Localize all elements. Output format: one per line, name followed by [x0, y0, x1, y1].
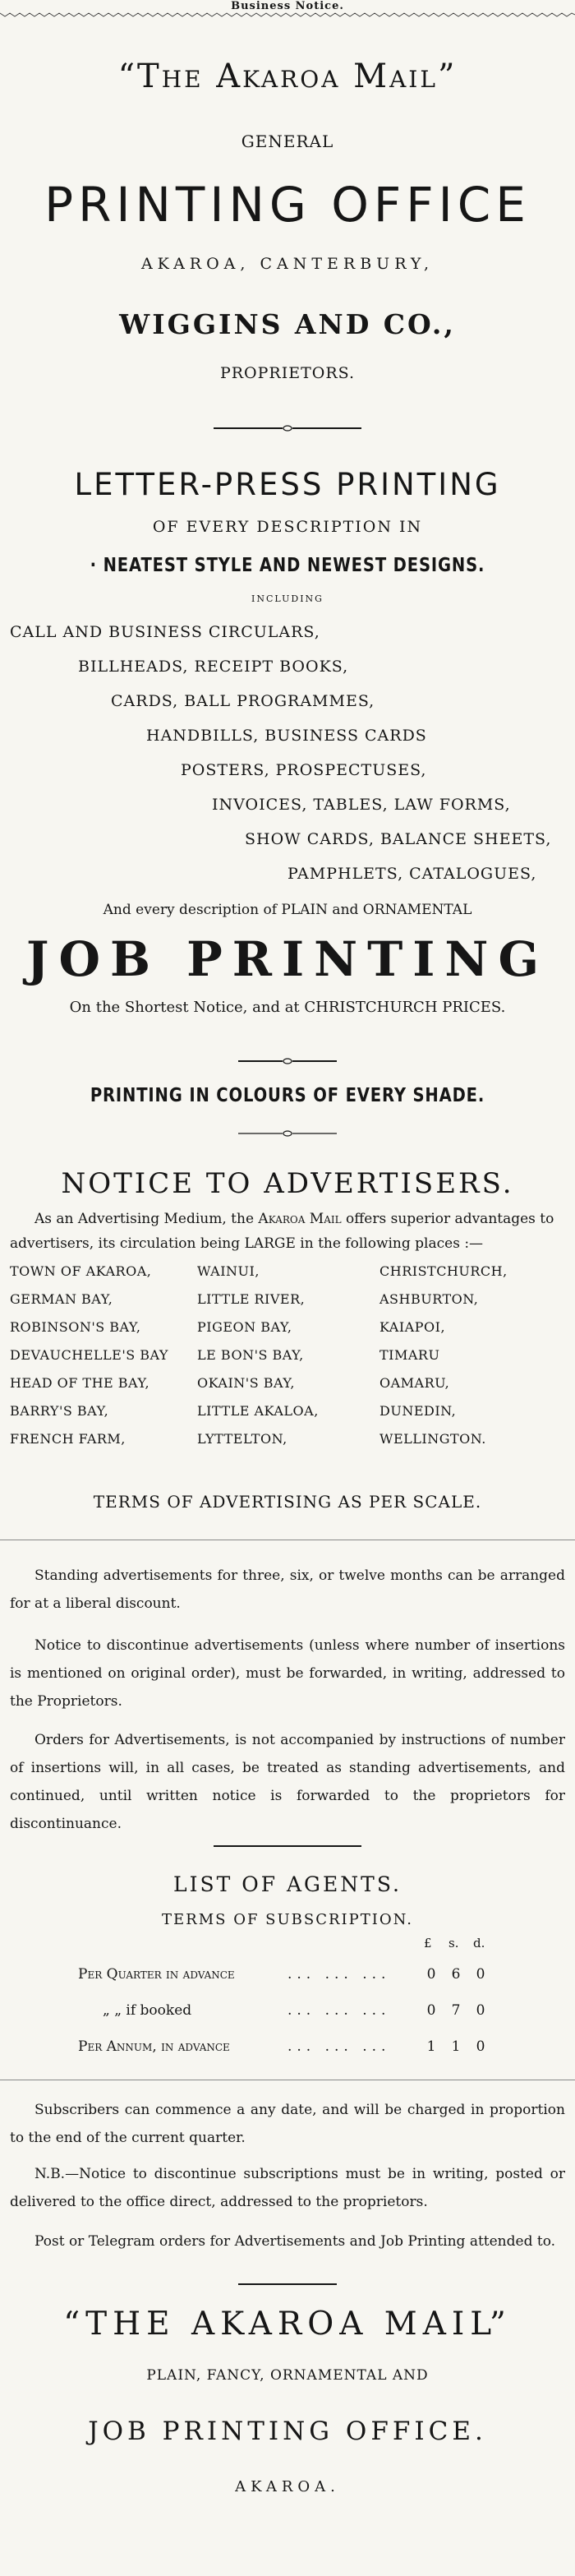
- including-label: INCLUDING: [251, 593, 324, 604]
- job-item: PAMPHLETS, CATALOGUES,: [288, 865, 537, 883]
- proprietors-label: PROPRIETORS.: [219, 364, 356, 382]
- currency-header-shillings: s.: [448, 1936, 459, 1950]
- subscription-label: Per Annum, in advance: [78, 2038, 230, 2055]
- location-line: AKAROA, CANTERBURY,: [140, 255, 435, 273]
- place-item: TOWN OF AKAROA,: [10, 1263, 152, 1279]
- price-pence: 0: [476, 2002, 485, 2019]
- standing-ads-paragraph: Standing advertisements for three, six, or twelve months can be arranged for at a liberal discount.: [10, 1567, 565, 1612]
- place-item: DUNEDIN,: [380, 1403, 457, 1419]
- price-pounds: 0: [426, 2002, 436, 2019]
- leader-dots: ... ... ...: [288, 2002, 391, 2019]
- place-item: WAINUI,: [197, 1263, 260, 1279]
- discontinue-ads-paragraph: Notice to discontinue advertisements (unless where number of insertions is mentioned on original order), must be forwarded, in writing, addressed to the Proprietors.: [10, 1637, 565, 1710]
- intro-paper-name: Akaroa Mail: [258, 1211, 342, 1227]
- job-item: SHOW CARDS, BALANCE SHEETS,: [245, 830, 552, 848]
- list-of-agents-heading: LIST OF AGENTS.: [172, 1872, 402, 1896]
- place-item: BARRY'S BAY,: [10, 1403, 109, 1419]
- place-item: FRENCH FARM,: [10, 1431, 126, 1447]
- place-item: OKAIN'S BAY,: [197, 1375, 295, 1391]
- footer-job-office: JOB PRINTING OFFICE.: [88, 2417, 487, 2446]
- general-label: GENERAL: [241, 132, 334, 151]
- place-item: CHRISTCHURCH,: [380, 1263, 508, 1279]
- place-item: TIMARU: [380, 1347, 440, 1363]
- intro-text-b: offers superior advantages to advertisers, its circulation being LARGE in the following places :—: [10, 1211, 554, 1252]
- place-item: LYTTELTON,: [197, 1431, 288, 1447]
- nb-paragraph: N.B.—Notice to discontinue subscriptions must be in writing, posted or delivered to the office direct, addressed to the proprietors.: [10, 2166, 565, 2210]
- price-pounds: 0: [426, 1966, 436, 1983]
- price-shillings: 1: [451, 2038, 461, 2055]
- price-shillings: 7: [451, 2002, 461, 2019]
- subscription-row: [78, 1966, 571, 1994]
- orders-paragraph: Orders for Advertisements, is not accompanied by instructions of number of insertions will, in all cases, be treated as standing advertisements, and continued, until written notice is forwarded to the proprietors for discontinuance.: [10, 1732, 565, 1832]
- footer-plain-line: PLAIN, FANCY, ORNAMENTAL AND: [146, 2367, 429, 2384]
- post-telegram-paragraph: Post or Telegram orders for Advertisements and Job Printing attended to.: [34, 2233, 556, 2250]
- job-item: POSTERS, PROSPECTUSES,: [181, 761, 427, 779]
- advertising-terms: TERMS OF ADVERTISING AS PER SCALE.: [93, 1492, 482, 1512]
- subscribers-paragraph: Subscribers can commence a any date, and will be charged in proportion to the end of the current quarter.: [10, 2102, 565, 2146]
- price-pence: 0: [476, 2038, 485, 2055]
- place-item: LITTLE AKALOA,: [197, 1403, 319, 1419]
- price-pence: 0: [476, 1966, 485, 1983]
- subscription-label: „ „ if booked: [103, 2002, 192, 2019]
- footer-title: “THE AKAROA MAIL”: [63, 2306, 512, 2343]
- price-shillings: 6: [451, 1966, 461, 1983]
- section-divider: [214, 1845, 361, 1847]
- ornamental-divider: [214, 1056, 361, 1066]
- letterpress-heading: LETTER-PRESS PRINTING: [74, 467, 501, 502]
- notice-to-advertisers-heading: NOTICE TO ADVERTISERS.: [61, 1167, 514, 1200]
- place-item: KAIAPOI,: [380, 1319, 446, 1335]
- job-printing-heading: JOB PRINTING: [26, 931, 549, 987]
- place-item: GERMAN BAY,: [10, 1291, 113, 1307]
- ornamental-divider: [214, 1129, 361, 1138]
- shortest-notice-line: On the Shortest Notice, and at CHRISTCHURCH PRICES.: [69, 999, 506, 1016]
- advertising-intro: [10, 1207, 565, 1256]
- price-pounds: 1: [426, 2038, 436, 2055]
- of-every-description: OF EVERY DESCRIPTION IN: [152, 518, 423, 536]
- place-item: DEVAUCHELLE'S BAY: [10, 1347, 168, 1363]
- neatest-style-line: · NEATEST STYLE AND NEWEST DESIGNS.: [90, 555, 485, 576]
- masthead-title: “The Akaroa Mail”: [117, 58, 458, 95]
- place-item: LE BON'S BAY,: [197, 1347, 304, 1363]
- footer-place: AKAROA.: [235, 2478, 340, 2495]
- place-item: PIGEON BAY,: [197, 1319, 292, 1335]
- page-header-label: Business Notice.: [231, 0, 344, 12]
- ornamental-divider: [214, 423, 361, 433]
- place-item: ASHBURTON,: [380, 1291, 479, 1307]
- job-item: BILLHEADS, RECEIPT BOOKS,: [78, 658, 349, 676]
- subscription-row: [78, 2038, 571, 2066]
- job-item: INVOICES, TABLES, LAW FORMS,: [212, 796, 511, 814]
- job-item: HANDBILLS, BUSINESS CARDS: [146, 727, 427, 745]
- terms-of-subscription-heading: TERMS OF SUBSCRIPTION.: [162, 1911, 413, 1928]
- currency-header-pence: d.: [473, 1936, 485, 1950]
- job-item: CALL AND BUSINESS CIRCULARS,: [10, 623, 320, 641]
- job-item: CARDS, BALL PROGRAMMES,: [111, 692, 375, 710]
- subscription-row: [78, 2002, 571, 2030]
- zigzag-rule: [0, 12, 575, 18]
- place-item: HEAD OF THE BAY,: [10, 1375, 150, 1391]
- firm-name: WIGGINS AND CO.,: [119, 308, 456, 340]
- place-item: LITTLE RIVER,: [197, 1291, 306, 1307]
- leader-dots: ... ... ...: [288, 1966, 391, 1983]
- printing-office-heading: PRINTING OFFICE: [44, 177, 531, 233]
- every-description-line: And every description of PLAIN and ORNAMENTAL: [103, 902, 472, 918]
- place-item: ROBINSON'S BAY,: [10, 1319, 141, 1335]
- leader-dots: ... ... ...: [288, 2038, 391, 2055]
- currency-header-pounds: £: [424, 1936, 432, 1950]
- intro-text-a: As an Advertising Medium, the: [34, 1211, 255, 1227]
- section-divider: [238, 2283, 337, 2285]
- place-item: OAMARU,: [380, 1375, 450, 1391]
- place-item: WELLINGTON.: [380, 1431, 486, 1447]
- subscription-label: Per Quarter in advance: [78, 1966, 235, 1983]
- colours-line: PRINTING IN COLOURS OF EVERY SHADE.: [90, 1085, 485, 1106]
